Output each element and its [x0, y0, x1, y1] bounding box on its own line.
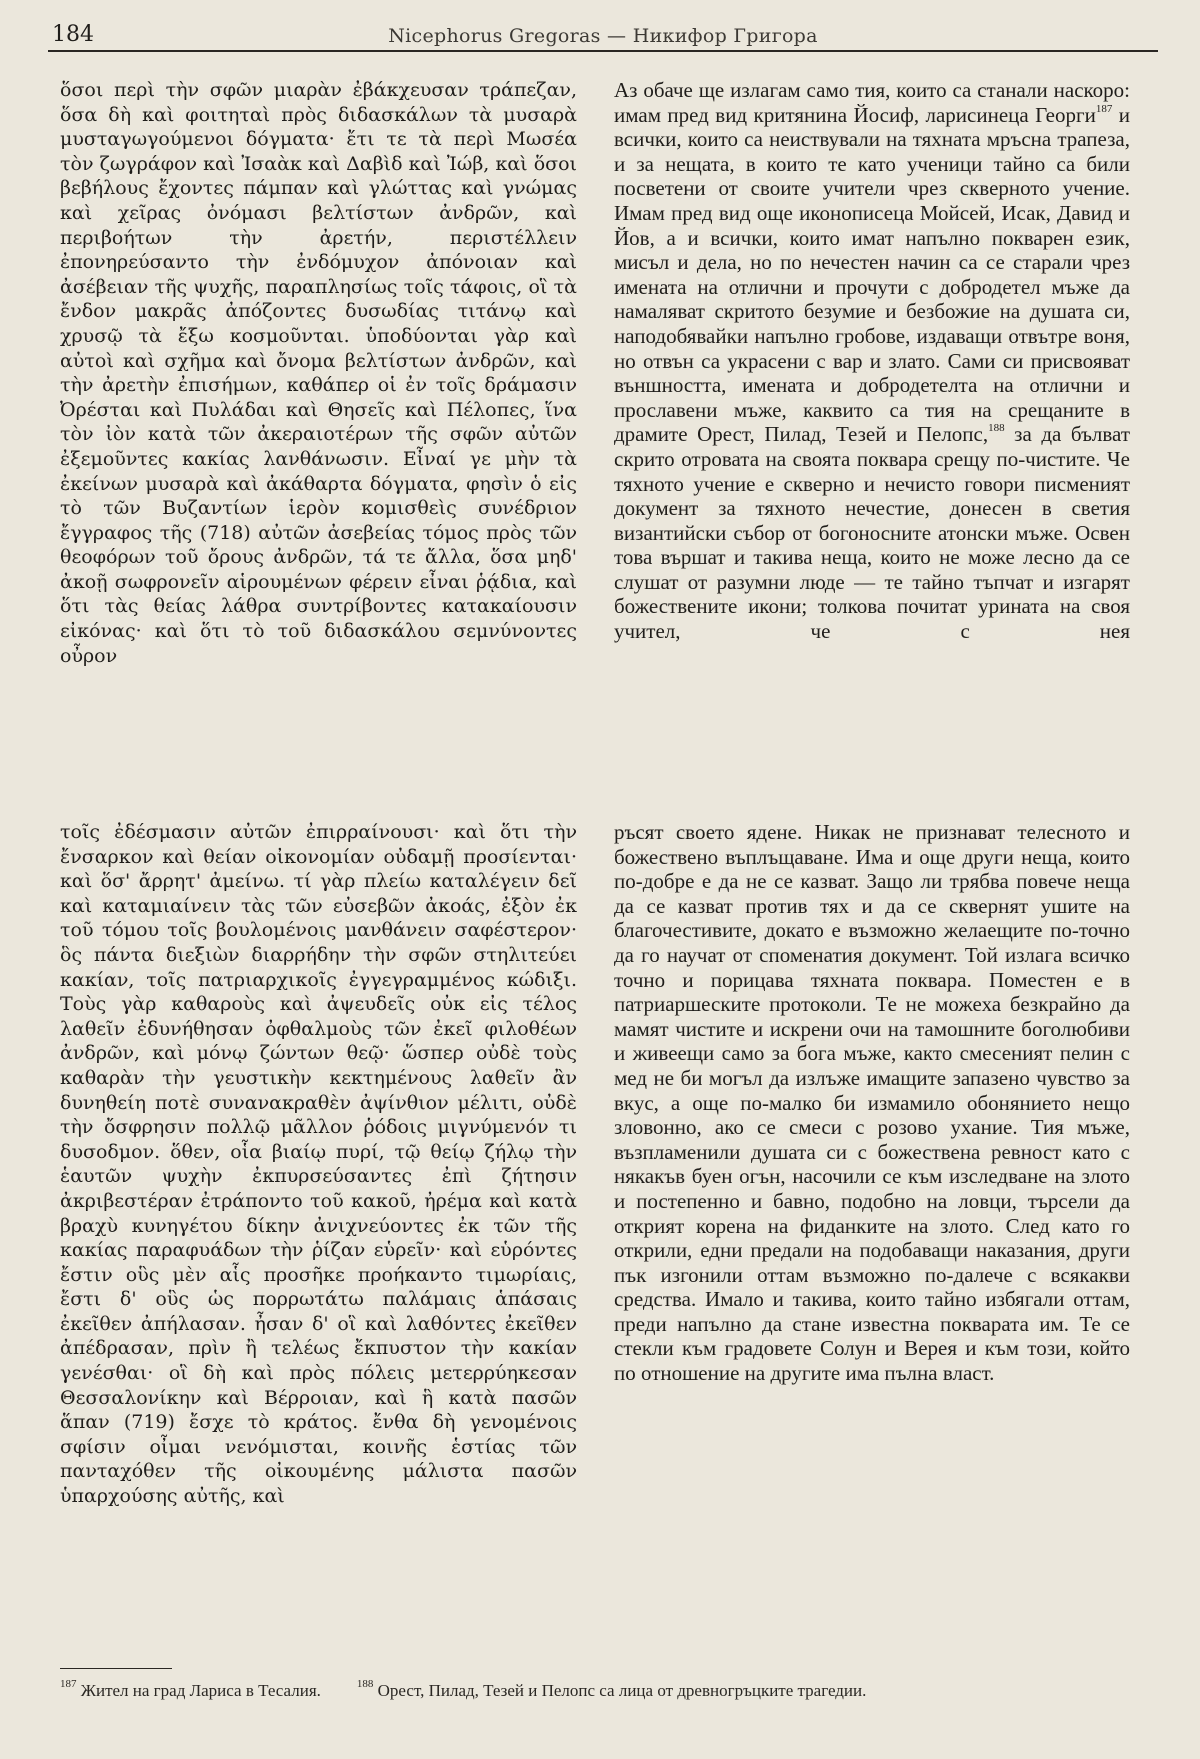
bulgarian-text-1b: и всички, които са неиствували на тяхната мръсна трапеза, и за нещата, в които те като ученици тайно са били посветени от своите учители чрез скверното учение. Имам пред вид още иконописеца Мойсей, Исак, Давид и Йов, а и всички, които имат напълно покварен език, мисъл и дела, но по нечестен начин са се старали чрез имената на отлични и прочути с добродетел мъже да намаляват скритото безумие и безбожие на душата си, наподобявайки напълно гробове, издаващи отвътре воня, но отвън са украсени с вар и злато. Сами си присвояват външността, имената и добродетелта на отлични и прославени мъже, каквито са тия на срещаните в драмите Орест, Пилад, Тезей и Пелопс,	[614, 102, 1130, 447]
footnote-number: 187	[60, 1678, 77, 1691]
footnote-188	[356, 1678, 867, 1700]
bulgarian-translation-column-top	[614, 78, 1130, 820]
bulgarian-text-1a: Аз обаче ще излагам само тия, които са станали наскоро: имам пред вид критянина Йосиф, ларисинеца Георги	[614, 78, 1130, 127]
greek-text-column-top	[60, 78, 577, 820]
footnote-ref-187[interactable]: 187	[1095, 102, 1113, 115]
footnote-text: Орест, Пилад, Тезей и Пелопс са лица от древногръцките трагедии.	[377, 1681, 867, 1700]
footnote-divider	[60, 1668, 172, 1669]
running-title: Nicephorus Gregoras — Никифор Григора	[388, 25, 818, 47]
bulgarian-text-1c: за да бълват скрито отровата на своята поквара срещу по-чистите. Че тяхното учение е скверно и нечисто говори писменият документ за тяхното нечестие, донесен в светия византийски събор от богоносните атонски мъже. Освен това вършат и такива неща, които не може лесно да се слушат от разумни люде — те тайно тъпчат и изгарят божествените икони; толкова почитат урината на своя учител, че с нея	[614, 422, 1130, 644]
page-number: 184	[52, 22, 94, 47]
greek-text-part-1: ὅσοι περὶ τὴν σφῶν μιαρὰν ἐβάκχευσαν τράπεζαν, ὅσα δὴ καὶ φοιτηταὶ πρὸς διδασκάλων τὰ μυσαρὰ μυσταγωγούμενοι δόγματα· ἔτι τε τὰ περὶ Μωσέα τὸν ζωγράφον καὶ Ἰσαὰκ καὶ Δαβὶδ καὶ Ἰώβ, καὶ ὅσοι βεβήλους ἔχοντες πάμπαν καὶ γλώττας καὶ γνώμας καὶ χεῖρας ὀνόμασι βελτίστων ἀνδρῶν, καὶ περιβοήτων τὴν ἀρετήν, περιστέλλειν ἐπονηρεύσαντο τὴν ἐνδόμυχον ἀπόνοιαν καὶ ἀσέβειαν τῆς ψυχῆς, παραπλησίως τοῖς τάφοις, οἳ τὰ ἔνδον μακρᾶς ἀπόζοντες δυσωδίας τιτάνῳ καὶ χρυσῷ τὰ ἔξω κοσμοῦνται. ὑποδύονται γὰρ καὶ αὐτοὶ καὶ σχῆμα καὶ ὄνομα βελτίστων ἀνδρῶν, καὶ τὴν ἀρετὴν ἐπισήμων, καθάπερ οἱ ἐν τοῖς δράμασιν Ὀρέσται καὶ Πυλάδαι καὶ Θησεῖς καὶ Πέλοπες, ἵνα τὸν ἰὸν κατὰ τῶν ἀκεραιοτέρων τῆς σφῶν αὐτῶν ἐξεμοῦντες κακίας λανθάνωσιν. Εἶναί γε μὴν τὰ ἐκείνων μυσαρὰ καὶ ἀκάθαρτα δόγματα, φησὶν ὁ εἰς τὸ τῶν Βυζαντίων ἱερὸν κομισθεὶς συνέδριον ἔγγραφος τῆς (718) αὐτῶν ἀσεβείας τόμος πρὸς τῶν θεοφόρων τοῦ ὄρους ἀνδρῶν, τά τε ἄλλα, ὅσα μηδ' ἀκοῇ σωφρονεῖν αἱρουμένων φέρειν εἶναι ῥᾴδια, καὶ ὅτι τὰς θείας λάθρα συντρίβοντες κατακαίουσιν εἰκόνας· καὶ ὅτι τὸ τοῦ διδασκάλου σεμνύνοντες οὖρον	[60, 79, 577, 667]
footnote-ref-188[interactable]: 188	[988, 422, 1005, 435]
greek-text-column-bottom	[60, 820, 577, 1620]
footnotes	[60, 1680, 1130, 1702]
footnote-text: Жител на град Лариса в Тесалия.	[80, 1681, 321, 1700]
bulgarian-translation-column-bottom	[614, 820, 1130, 1620]
bulgarian-text-part-2: ръсят своето ядене. Никак не признават телесното и божествено въплъщаване. Има и още други неща, които по-добре е да не се казват. Защо ли трябва повече неща да се казват против тях и да се сквернят ушите на благочестивите, докато е възможно желаещите по-точно да го научат от споменатия документ. Той излага всичко точно и порицава тяхната поквара. Поместен е в патриаршеските протоколи. Те не можеха безкрайно да мамят чистите и искрени очи на тамошните боголюбиви и живеещи само за бога мъже, както смесеният пелин с мед не би могъл да излъже имащите запазено чувство за вкус, а още по-малко би измамило обонянието нещо зловонно, ако се смеси с розово ухание. Тия мъже, възпламенили душата си с божествена ревност като с някакъв буен огън, насочили се към изследване на злото и постепенно и бавно, подобно на ловци, търсели да открият корена на фиданките на злото. След като го открили, едни предали на подобаващи наказания, други пък изгонили оттам възможно по-далече с всякакви средства. Имало и такива, които тайно избягали оттам, преди напълно да стане известна покварата им. Те се стекли към градовете Солун и Верея и към този, който по отношение на другите има пълна власт.	[614, 820, 1130, 1386]
footnote-number: 188	[356, 1678, 374, 1691]
bulgarian-text-part-1	[614, 78, 1130, 644]
footnote-187	[60, 1678, 321, 1700]
greek-text-part-2: τοῖς ἐδέσμασιν αὐτῶν ἐπιρραίνουσι· καὶ ὅτι τὴν ἔνσαρκον καὶ θείαν οἰκονομίαν οὐδαμῇ προσίενται· καὶ ὅσ' ἄρρητ' ἀμείνω. τί γὰρ πλείω καταλέγειν δεῖ καὶ καταμιαίνειν τὰς τῶν εὐσεβῶν ἀκοάς, ἐξὸν ἐκ τοῦ τόμου τοῖς βουλομένοις μανθάνειν σαφέστερον· ὃς πάντα διεξιὼν διαρρήδην τὴν σφῶν στηλιτεύει κακίαν, τοῖς πατριαρχικοῖς ἐγγεγραμμένος κώδιξι. Τοὺς γὰρ καθαροὺς καὶ ἀψευδεῖς οὐκ εἰς τέλος λαθεῖν ἐδυνήθησαν ὀφθαλμοὺς τῶν ἐκεῖ φιλοθέων ἀνδρῶν, καὶ μόνῳ ζώντων θεῷ· ὥσπερ οὐδὲ τοὺς καθαρὰν τὴν γευστικὴν κεκτημένους λαθεῖν ἂν δυνηθείη ποτὲ συνανακραθὲν ἀψίνθιον μέλιτι, οὐδὲ τὴν ὄσφρησιν πολλῷ μᾶλλον ῥόδοις μιγνύμενόν τι δυσοδμον. ὅθεν, οἷα βιαίῳ πυρί, τῷ θείῳ ζήλῳ τὴν ἑαυτῶν ψυχὴν ἐκπυρσεύσαντες ἐπὶ ζήτησιν ἀκριβεστέραν ἐτράποντο τοῦ κακοῦ, ἠρέμα καὶ κατὰ βραχὺ κυνηγέτου δίκην ἀνιχνεύοντες ἐκ τῶν τῆς κακίας παραφυάδων τὴν ῥίζαν εὑρεῖν· καὶ εὑρόντες ἔστιν οὓς μὲν αἷς προσῆκε προήκαντο τιμωρίαις, ἔστι δ' οὓς ὡς πορρωτάτω παλάμαις ἁπάσαις ἐκεῖθεν ἀπήλασαν. ἦσαν δ' οἳ καὶ λαθόντες ἐκεῖθεν ἀπέδρασαν, πρὶν ἢ τελέως ἔκπυστον τὴν κακίαν γενέσθαι· οἳ δὴ καὶ πρὸς πόλεις μετερρύηκεσαν Θεσσαλονίκην καὶ Βέρροιαν, καὶ ἣ κατὰ πασῶν ἅπαν (719) ἔσχε τὸ κράτος. ἔνθα δὴ γενομένοις σφίσιν οἶμαι νενόμισται, κοινῆς ἑστίας τῶν πανταχόθεν τῆς οἰκουμένης μάλιστα πασῶν ὑπαρχούσης αὐτῆς, καὶ	[60, 821, 577, 1508]
page-header	[48, 22, 1158, 52]
